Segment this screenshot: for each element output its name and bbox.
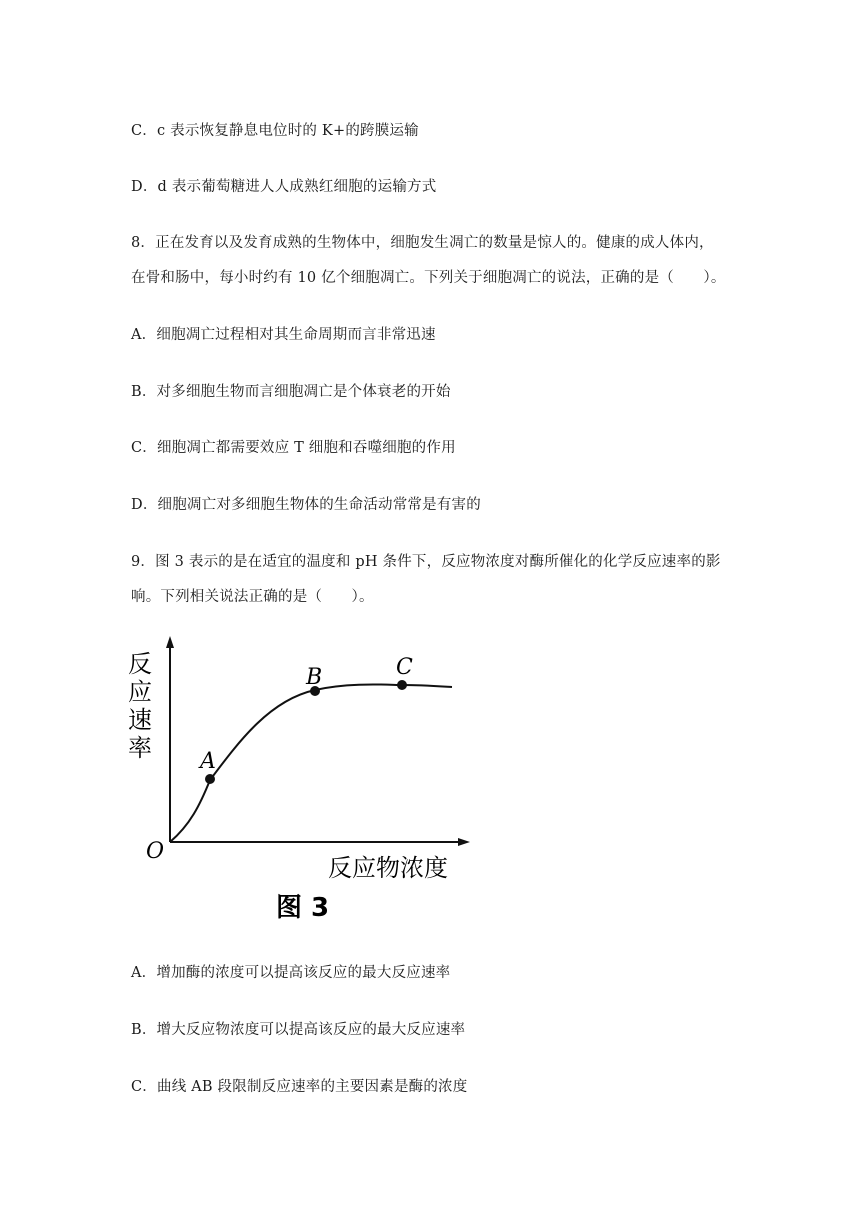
origin-label: O	[146, 839, 165, 864]
figure-caption: 图 3	[276, 893, 330, 923]
q8-option-b: B．对多细胞生物而言细胞凋亡是个体衰老的开始	[131, 384, 451, 400]
x-axis-arrow	[458, 838, 470, 846]
q8-stem-line-2: 在骨和肠中，每小时约有 10 亿个细胞凋亡。下列关于细胞凋亡的说法，正确的是（ ）。	[131, 270, 726, 286]
point-a-marker	[205, 774, 215, 784]
y-label-char-2: 应	[128, 678, 152, 706]
y-axis-arrow	[166, 636, 174, 648]
y-label-char-1: 反	[128, 650, 152, 678]
y-label-char-4: 率	[128, 734, 152, 762]
y-label-char-3: 速	[128, 706, 152, 734]
point-c-marker	[397, 680, 407, 690]
figure-3-reaction-rate	[128, 630, 480, 930]
q8-option-d: D．细胞凋亡对多细胞生物体的生命活动常常是有害的	[131, 497, 481, 513]
point-b-label: B	[306, 665, 323, 690]
q9-option-a: A．增加酶的浓度可以提高该反应的最大反应速率	[131, 965, 451, 981]
q7-option-c: C．c 表示恢复静息电位时的 K+的跨膜运输	[131, 123, 419, 139]
q8-stem-line-1: 8．正在发育以及发育成熟的生物体中，细胞发生凋亡的数量是惊人的。健康的成人体内，	[131, 235, 714, 251]
q9-option-c: C．曲线 AB 段限制反应速率的主要因素是酶的浓度	[131, 1079, 468, 1095]
q8-option-c: C．细胞凋亡都需要效应 T 细胞和吞噬细胞的作用	[131, 440, 456, 456]
q9-option-b: B．增大反应物浓度可以提高该反应的最大反应速率	[131, 1022, 466, 1038]
q7-option-d: D．d 表示葡萄糖进人人成熟红细胞的运输方式	[131, 179, 437, 195]
q9-stem-line-2: 响。下列相关说法正确的是（ ）。	[131, 589, 374, 605]
x-axis-label: 反应物浓度	[328, 854, 448, 882]
point-a-label: A	[200, 749, 216, 774]
q8-option-a: A．细胞凋亡过程相对其生命周期而言非常迅速	[131, 327, 436, 343]
q9-stem-line-1: 9．图 3 表示的是在适宜的温度和 pH 条件下，反应物浓度对酶所催化的化学反应速率的影	[131, 554, 721, 570]
point-c-label: C	[396, 655, 413, 680]
figure-3-svg	[128, 630, 480, 930]
